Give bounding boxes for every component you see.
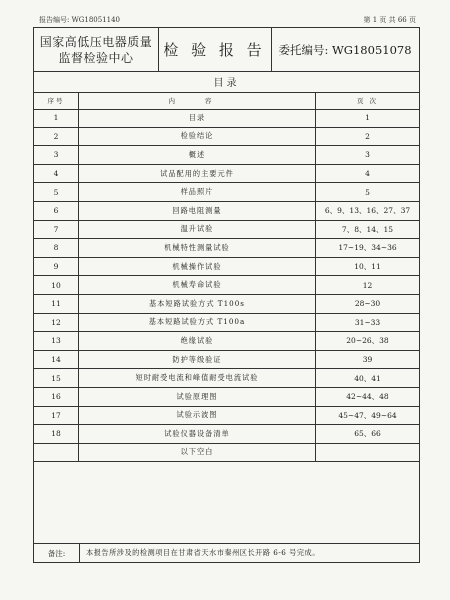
table-row bbox=[34, 239, 419, 258]
row-pages: 20~26、38 bbox=[346, 336, 389, 346]
row-pages: 28~30 bbox=[354, 299, 381, 309]
row-content: 短时耐受电流和峰值耐受电流试验 bbox=[79, 369, 316, 387]
row-pages: 4 bbox=[365, 169, 370, 179]
table-row bbox=[34, 351, 419, 370]
org-name bbox=[34, 28, 159, 71]
entrust-number: 委托编号: WG18051078 bbox=[278, 42, 412, 57]
table-row bbox=[34, 202, 419, 221]
org-line-2: 监督检验中心 bbox=[58, 50, 134, 65]
page-info: 第 1 页 共 66 页 bbox=[363, 16, 416, 24]
column-header-index: 序号 bbox=[34, 92, 79, 109]
row-pages: 65、66 bbox=[354, 429, 381, 439]
row-pages: 1 bbox=[365, 113, 370, 123]
row-content: 试验原理图 bbox=[79, 388, 316, 406]
row-content: 防护等级验证 bbox=[79, 351, 316, 369]
notes-row bbox=[34, 543, 419, 562]
table-row bbox=[34, 332, 419, 351]
row-pages: 5 bbox=[365, 187, 370, 197]
row-content: 回路电阻测量 bbox=[79, 202, 316, 220]
table-row bbox=[34, 165, 419, 184]
row-pages: 39 bbox=[362, 355, 373, 365]
row-index: 18 bbox=[34, 425, 79, 443]
row-pages: 10、11 bbox=[354, 262, 381, 272]
table-row bbox=[34, 407, 419, 426]
table-row bbox=[34, 276, 419, 295]
table-row bbox=[34, 258, 419, 277]
row-content: 目录 bbox=[79, 109, 316, 127]
row-pages: 31~33 bbox=[354, 317, 381, 327]
row-index: 3 bbox=[34, 146, 79, 164]
row-content: 机械操作试验 bbox=[79, 258, 316, 276]
row-pages: 42~44、48 bbox=[346, 392, 389, 402]
column-header-page: 页 次 bbox=[356, 97, 379, 105]
row-index: 1 bbox=[34, 109, 79, 127]
org-line-1: 国家高低压电器质量 bbox=[39, 34, 153, 49]
row-pages: 2 bbox=[365, 131, 370, 141]
row-index: 2 bbox=[34, 128, 79, 146]
row-content: 以下空白 bbox=[79, 444, 316, 462]
report-number: 报告编号: WG18051140 bbox=[39, 16, 120, 24]
row-index: 4 bbox=[34, 165, 79, 183]
table-row bbox=[34, 221, 419, 240]
row-content: 检验结论 bbox=[79, 128, 316, 146]
row-index: 16 bbox=[34, 388, 79, 406]
table-row bbox=[34, 388, 419, 407]
row-pages bbox=[316, 444, 419, 462]
row-index bbox=[34, 444, 79, 462]
row-pages: 17~19、34~36 bbox=[338, 243, 397, 253]
row-index: 10 bbox=[34, 276, 79, 294]
row-index: 17 bbox=[34, 407, 79, 425]
table-row bbox=[34, 146, 419, 165]
table-row bbox=[34, 183, 419, 202]
row-index: 7 bbox=[34, 221, 79, 239]
title-block bbox=[34, 28, 419, 72]
table-row bbox=[34, 295, 419, 314]
toc-title: 目录 bbox=[34, 71, 419, 93]
table-row bbox=[34, 109, 419, 128]
row-pages: 7、8、14、15 bbox=[341, 224, 394, 234]
row-content: 基本短路试验方式 T100a bbox=[79, 314, 316, 332]
notes-text: 本报告所涉及的检测项目在甘肃省天水市秦州区长开路 6-6 号完成。 bbox=[86, 548, 320, 557]
report-title: 检 验 报 告 bbox=[158, 28, 272, 71]
row-content: 概述 bbox=[79, 146, 316, 164]
row-content: 机械寿命试验 bbox=[79, 276, 316, 294]
table-row bbox=[34, 369, 419, 388]
column-header-content: 内 容 bbox=[79, 92, 316, 109]
column-headers bbox=[34, 92, 419, 110]
table-row bbox=[34, 128, 419, 147]
table-row bbox=[34, 425, 419, 444]
report-table bbox=[33, 27, 420, 563]
notes-label: 备注: bbox=[34, 544, 80, 562]
row-pages: 40、41 bbox=[354, 373, 381, 383]
row-content: 温升试验 bbox=[79, 221, 316, 239]
table-row bbox=[34, 314, 419, 333]
row-pages: 45~47、49~64 bbox=[338, 410, 397, 420]
row-index: 9 bbox=[34, 258, 79, 276]
row-content: 试品配用的主要元件 bbox=[79, 165, 316, 183]
row-content: 样品照片 bbox=[79, 183, 316, 201]
toc-rows bbox=[34, 109, 419, 462]
row-pages: 3 bbox=[365, 150, 370, 160]
table-row bbox=[34, 444, 419, 463]
row-content: 试验示波图 bbox=[79, 407, 316, 425]
row-index: 11 bbox=[34, 295, 79, 313]
row-content: 试验仪器设备清单 bbox=[79, 425, 316, 443]
row-index: 8 bbox=[34, 239, 79, 257]
row-content: 绝缘试验 bbox=[79, 332, 316, 350]
row-content: 机械特性测量试验 bbox=[79, 239, 316, 257]
row-index: 15 bbox=[34, 369, 79, 387]
row-index: 6 bbox=[34, 202, 79, 220]
row-index: 12 bbox=[34, 314, 79, 332]
row-index: 5 bbox=[34, 183, 79, 201]
row-index: 14 bbox=[34, 351, 79, 369]
row-pages: 6、9、13、16、27、37 bbox=[324, 206, 411, 216]
row-index: 13 bbox=[34, 332, 79, 350]
row-content: 基本短路试验方式 T100s bbox=[79, 295, 316, 313]
row-pages: 12 bbox=[362, 280, 373, 290]
